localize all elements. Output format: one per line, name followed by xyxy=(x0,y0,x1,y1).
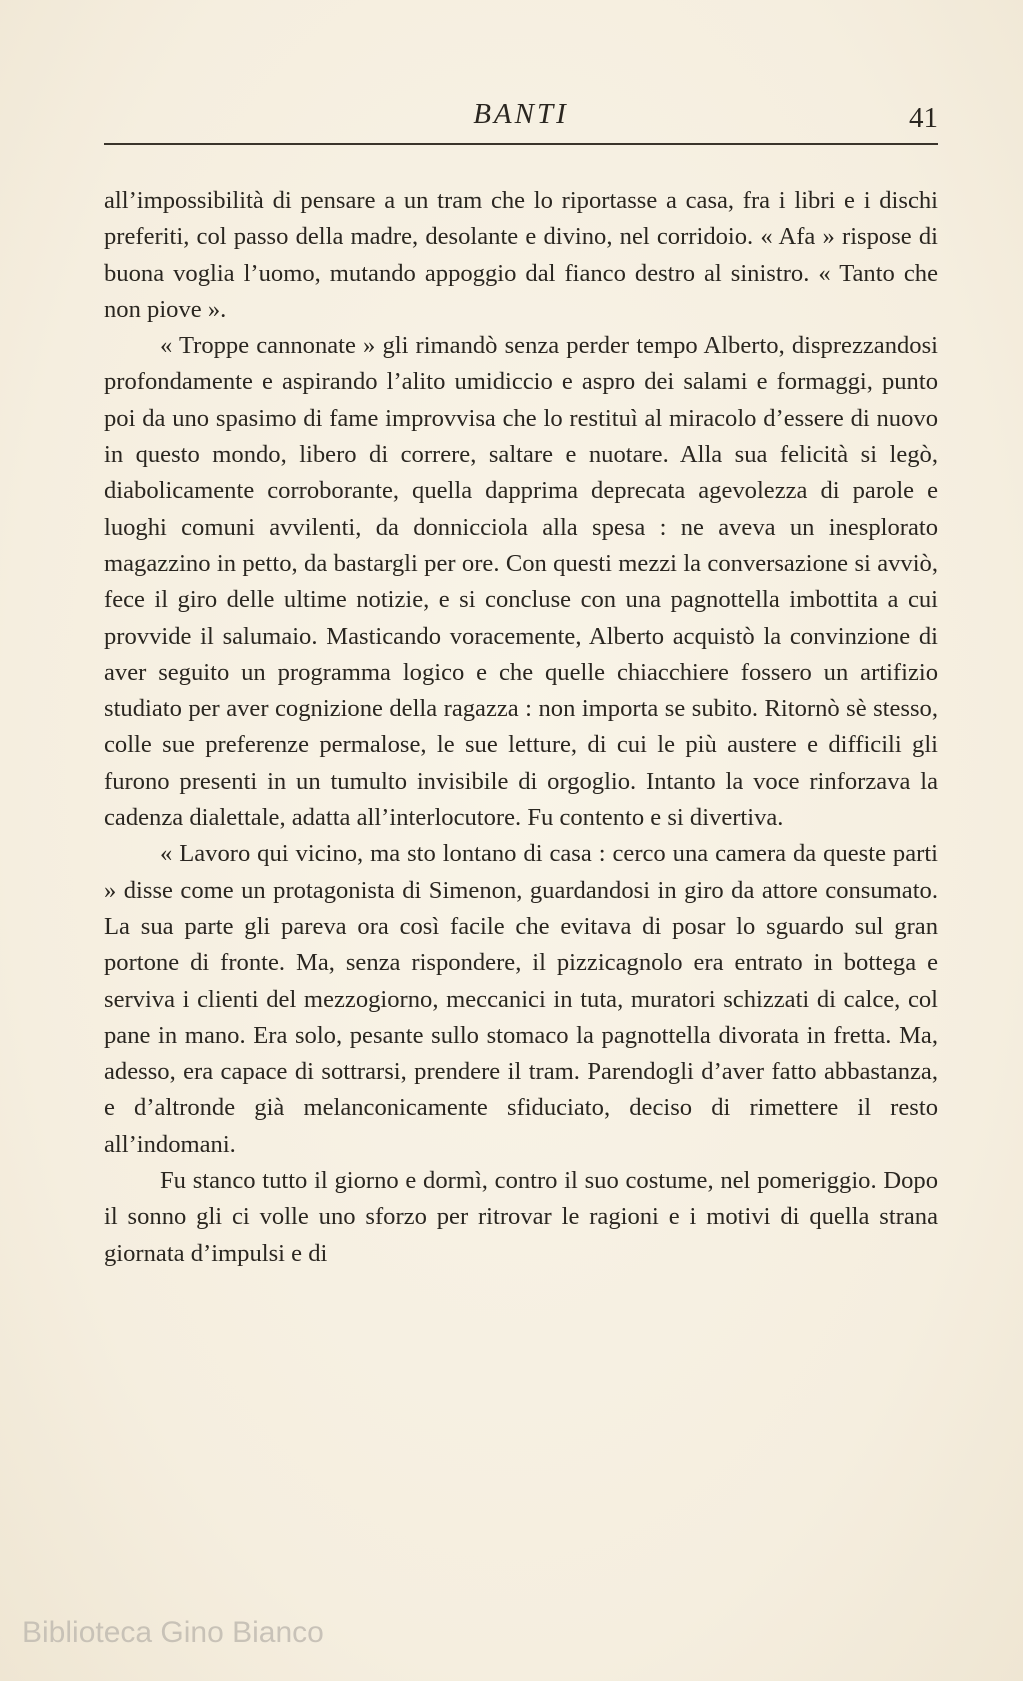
paragraph-4: Fu stanco tutto il giorno e dormì, contro il suo costume, nel pomeriggio. Dopo il sonno gli ci volle uno sforzo per ritrovar le ragioni e i motivi di quella strana giornata d’impulsi e di xyxy=(104,1167,938,1267)
page-header xyxy=(104,92,938,138)
running-head: BANTI xyxy=(473,98,569,130)
paragraph-2: « Troppe cannonate » gli rimandò senza perder tempo Alberto, disprezzandosi profondamente e aspirando l’alito umidiccio e aspro dei salami e formaggi, punto poi da uno spasimo di fame improvvisa che lo restituì al miracolo d’essere di nuovo in questo mondo, libero di correre, saltare e nuotare. Alla sua felicità si legò, diabolicamente corroborante, quella dapprima deprecata agevolezza di parole e luoghi comuni avvilenti, da donnicciola alla spesa : ne aveva un inesplorato magazzino in petto, da bastargli per ore. Con questi mezzi la conversazione si avviò, fece il giro delle ultime notizie, e si concluse con una pagnottella imbottita a cui provvide il salumaio. Masticando voracemente, Alberto acquistò la convinzione di aver seguito un programma logico e che quelle chiacchiere fossero un artifizio studiato per aver cognizione della ragazza : non importa se subito. Ritornò sè stesso, colle sue preferenze permalose, le sue letture, di cui le più austere e difficili gli furono presenti in un tumulto invisibile di orgoglio. Intanto la voce rinforzava la cadenza dialettale, adatta all’interlocutore. Fu contento e si divertiva. xyxy=(104,332,938,832)
page-number: 41 xyxy=(909,102,938,134)
library-watermark: Biblioteca Gino Bianco xyxy=(22,1616,324,1649)
header-rule xyxy=(104,143,938,145)
paragraph-1: all’impossibilità di pensare a un tram che lo riportasse a casa, fra i libri e i dischi preferiti, col passo della madre, desolante e divino, nel corridoio. « Afa » rispose di buona voglia l’uomo, mutando appoggio dal fianco destro al sinistro. « Tanto che non piove ». xyxy=(104,187,938,323)
body-text xyxy=(104,183,938,1272)
paragraph-3: « Lavoro qui vicino, ma sto lontano di casa : cerco una camera da queste parti » disse come un protagonista di Simenon, guardandosi in giro da attore consumato. La sua parte gli pareva ora così facile che evitava di posar lo sguardo sul gran portone di fronte. Ma, senza rispondere, il pizzicagnolo era entrato in bottega e serviva i clienti del mezzogiorno, meccanici in tuta, muratori schizzati di calce, col pane in mano. Era solo, pesante sullo stomaco la pagnottella divorata in fretta. Ma, adesso, era capace di sottrarsi, prendere il tram. Parendogli d’aver fatto abbastanza, e d’altronde già melanconicamente sfiduciato, deciso di rimettere il resto all’indomani. xyxy=(104,840,938,1158)
